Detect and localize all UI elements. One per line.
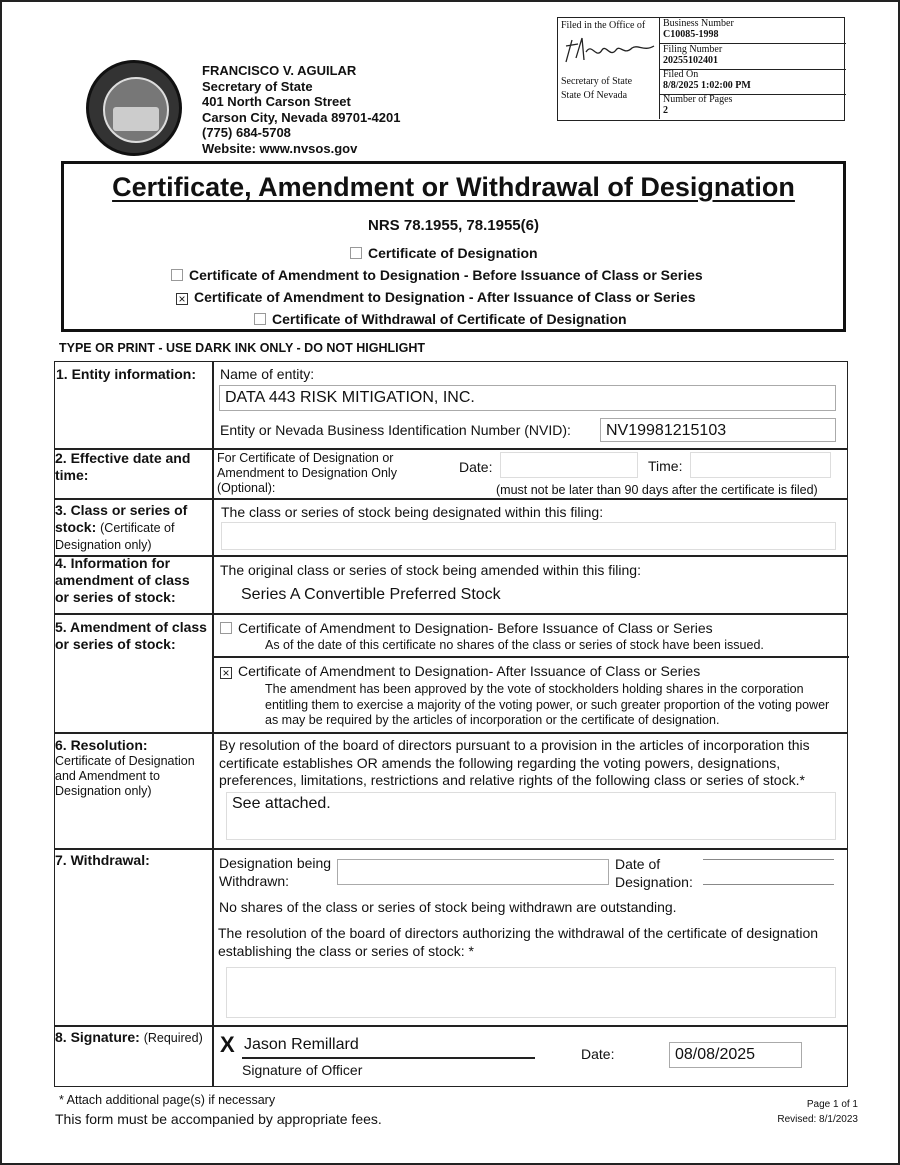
entity-name-label: Name of entity: (220, 366, 315, 382)
secretary-name: FRANCISCO V. AGUILAR (202, 63, 357, 78)
nvid-label: Entity or Nevada Business Identification Number (NVID): (220, 422, 571, 438)
business-number-cell (660, 18, 846, 44)
section-7-label: 7. Withdrawal: (55, 852, 150, 868)
business-number-label: Business Number (663, 18, 734, 29)
designation-withdrawn-label: Designation being Withdrawn: (219, 855, 332, 889)
effective-date-constraint: (must not be later than 90 days after the certificate is filed) (496, 483, 818, 497)
amendment-after-description: The amendment has been approved by the vote of stockholders holding shares in the corporation entitling them to exercise a majority of the voting power, or such greater proportion of the voting power as may be required by the articles of incorporation or the certificate of designation. (265, 682, 830, 727)
signature-x-mark: X (220, 1032, 235, 1057)
filing-number: 20255102401 (663, 55, 718, 66)
filing-stamp (557, 17, 845, 121)
no-shares-statement: No shares of the class or series of stock being withdrawn are outstanding. (219, 899, 677, 915)
city-address: Carson City, Nevada 89701-4201 (202, 109, 401, 125)
withdrawal-resolution-label: The resolution of the board of directors authorizing the withdrawal of the certificate of designation establishing the class or series of stock: * (218, 925, 819, 959)
signature-date-label: Date: (581, 1046, 615, 1062)
option-amendment-after-issuance[interactable]: × Certificate of Amendment to Designation - After Issuance of Class or Series (176, 289, 696, 305)
section-1-label: 1. Entity information: (56, 366, 196, 382)
class-designated-field[interactable] (221, 522, 836, 550)
business-number: C10085-1998 (663, 29, 719, 40)
filed-on: 8/8/2025 1:02:00 PM (663, 80, 751, 91)
section-5-label: 5. Amendment of class or series of stock: (55, 619, 207, 652)
option-amendment-before-issuance[interactable]: Certificate of Amendment to Designation - Before Issuance of Class or Series (171, 267, 703, 283)
effective-time-field[interactable] (690, 452, 831, 478)
ink-instructions: TYPE OR PRINT - USE DARK INK ONLY - DO NOT HIGHLIGHT (59, 341, 425, 355)
signer-name[interactable]: Jason Remillard (244, 1036, 359, 1053)
designation-withdrawn-field[interactable] (337, 859, 609, 885)
resolution-field[interactable]: See attached. (226, 792, 836, 840)
nvid-field[interactable]: NV19981215103 (600, 418, 836, 442)
checkbox[interactable] (171, 269, 183, 281)
checkbox[interactable] (254, 313, 266, 325)
amendment-after-option[interactable]: × Certificate of Amendment to Designation- After Issuance of Class or Series (220, 663, 700, 679)
section-8-label: 8. Signature: (Required) (55, 1029, 203, 1045)
amendment-before-option[interactable]: Certificate of Amendment to Designation- Before Issuance of Class or Series (220, 620, 713, 636)
pages-cell (660, 94, 846, 119)
effective-date-field[interactable] (500, 452, 638, 478)
title-box (61, 161, 846, 332)
checkbox[interactable] (350, 247, 362, 259)
section-4-label: 4. Information for amendment of class or series of stock: (55, 555, 190, 605)
effective-date-note: For Certificate of Designation or Amendment to Designation Only (Optional): (217, 451, 397, 495)
section-3-label: 3. Class or series of stock: (Certificate of Designation only) (55, 502, 188, 552)
effective-time-label: Time: (648, 458, 683, 474)
office-title: Secretary of State (202, 78, 313, 94)
filing-number-cell (660, 44, 846, 70)
pages-label: Number of Pages (663, 94, 733, 105)
withdrawal-resolution-field[interactable] (226, 967, 836, 1018)
state-label: State Of Nevada (561, 90, 628, 101)
nevada-state-seal (86, 60, 182, 156)
signature-date-field[interactable]: 08/08/2025 (669, 1042, 802, 1068)
signature-line (242, 1057, 535, 1059)
form-table (54, 361, 848, 1087)
checkbox[interactable] (220, 622, 232, 634)
secretary-signature (562, 32, 656, 68)
original-class-field[interactable]: Series A Convertible Preferred Stock (221, 581, 836, 609)
pages: 2 (663, 105, 668, 116)
secretary-label: Secretary of State (561, 76, 633, 87)
nrs-reference: NRS 78.1955, 78.1955(6) (368, 217, 539, 234)
entity-name-field[interactable]: DATA 443 RISK MITIGATION, INC. (219, 385, 836, 411)
designation-date-field[interactable] (703, 859, 834, 885)
option-withdrawal[interactable]: Certificate of Withdrawal of Certificate of Designation (254, 311, 627, 327)
page-number: Page 1 of 1 (806, 1099, 858, 1110)
secretary-address-block (202, 63, 400, 156)
class-designated-label: The class or series of stock being designated within this filing: (221, 504, 604, 520)
effective-date-label: Date: (459, 459, 493, 475)
page-info (760, 1097, 858, 1127)
original-class-label: The original class or series of stock being amended within this filing: (220, 562, 641, 578)
attach-pages-note: * Attach additional page(s) if necessary (59, 1093, 276, 1107)
website: Website: www.nvsos.gov (202, 140, 358, 156)
filed-on-label: Filed On (663, 69, 699, 80)
signature-caption: Signature of Officer (242, 1062, 363, 1078)
form-title: Certificate, Amendment or Withdrawal of Designation (112, 172, 795, 202)
filing-number-label: Filing Number (663, 44, 723, 55)
fees-note: This form must be accompanied by appropriate fees. (55, 1111, 382, 1127)
resolution-text: By resolution of the board of directors pursuant to a provision in the articles of incorporation this certificate establishes OR amends the following regarding the voting powers, designations, preferences, limitations, restrictions and relative rights of the following class or series of stock.* (219, 737, 810, 788)
checkbox-checked[interactable]: × (176, 293, 188, 305)
revision-date: Revised: 8/1/2023 (777, 1114, 858, 1125)
filed-office-label: Filed in the Office of (561, 20, 646, 31)
phone-number: (775) 684-5708 (202, 125, 291, 140)
filed-on-cell (660, 69, 846, 95)
checkbox-checked[interactable]: × (220, 667, 232, 679)
amendment-before-description: As of the date of this certificate no shares of the class or series of stock have been issued. (265, 638, 764, 652)
section-2-label: 2. Effective date and time: (55, 450, 191, 483)
option-certificate-of-designation[interactable]: Certificate of Designation (350, 245, 538, 261)
section-6-label: 6. Resolution: Certificate of Designation and Amendment to Designation only) (55, 737, 195, 798)
street-address: 401 North Carson Street (202, 94, 351, 109)
designation-date-label: Date of Designation: (615, 856, 693, 890)
